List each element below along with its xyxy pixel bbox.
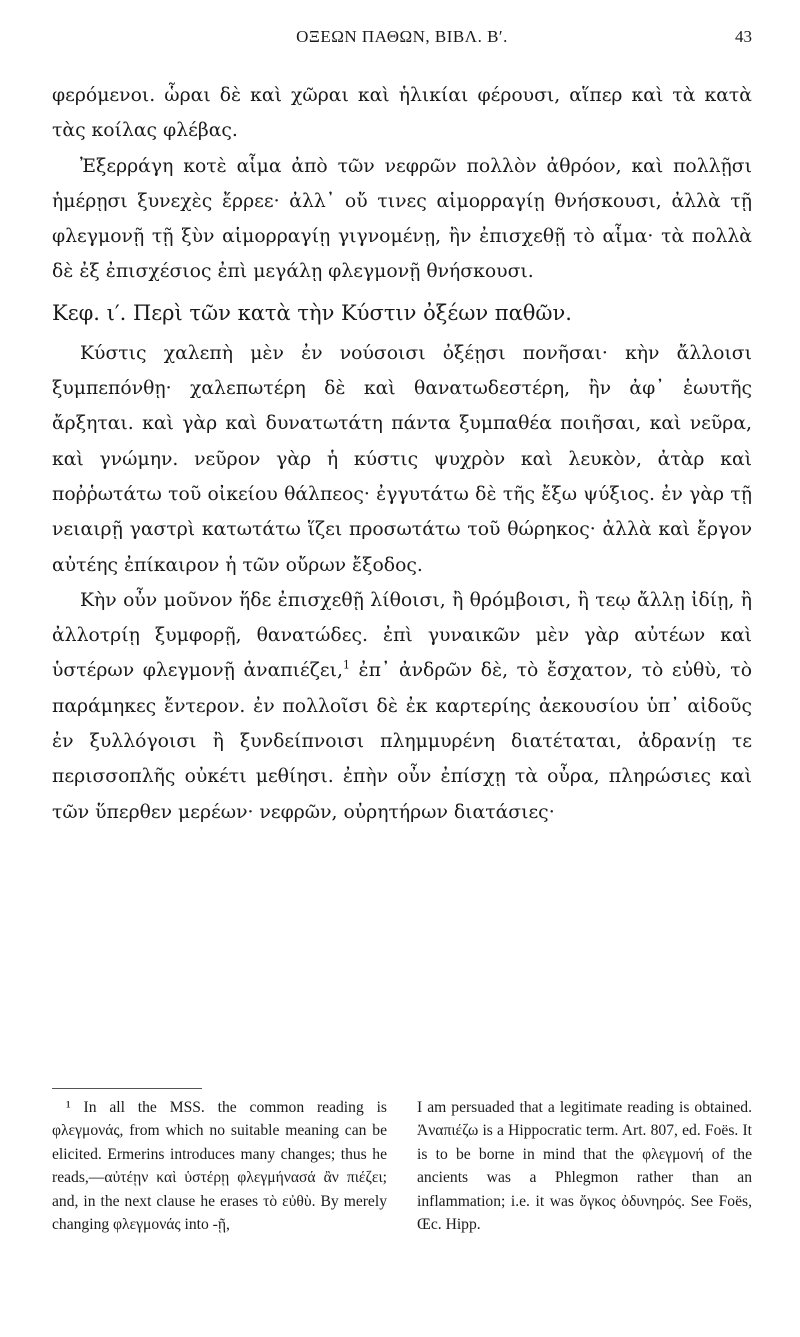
running-head: ΟΞΕΩΝ ΠΑΘΩΝ, ΒΙΒΛ. Β′. [296,27,508,46]
page-header [52,27,752,51]
chapter-heading: Κεφ. ι′. Περὶ τῶν κατὰ τὴν Κύστιν ὀξέων παθῶν. [52,300,572,325]
footnote-left-column: ¹ In all the MSS. the common reading is φλεγμονάς, from which no suitable meaning can be elicited. Ermerins introduces many changes; thus he reads,—αὐτέῃν καὶ ὑστέρῃ φλεγμήνασά ἂν πιέζει; and, in the next clause he erases τὸ εὐθὺ. By merely changing φλεγμονάς into -ῇ, [52,1099,387,1234]
paragraph: φερόμενοι. ὧραι δὲ καὶ χῶραι καὶ ἡλικίαι φέρουσι, αἵπερ καὶ τὰ κατὰ τὰς κοίλας φλέβας. [52,85,752,142]
footnote-rule [52,1088,202,1089]
footnotes [52,1096,752,1316]
footnote-right-column: I am persuaded that a legitimate reading is obtained. Ἀναπιέζω is a Hippocratic term. Art. 807, ed. Foës. It is to be borne in mind that the φλεγμονή of the ancients was a Phlegmon rather than an inflammation; i.e. it was ὄγκος ὀδυνηρός. See Foës, Œc. Hipp. [417,1099,752,1234]
book-page [52,0,752,1337]
paragraph-text: ἐπ᾽ ἀνδρῶν δὲ, τὸ ἔσχατον, τὸ εὐθὺ, τὸ παράμηκες ἔντερον. ἐν πολλοῖσι δὲ ἐκ καρτερίης ἀεκουσίου ὑπ᾽ αἰδοῦς ἐν ξυλλόγοισι ἢ ξυνδείπνοισι πλημμυρένη διατέταται, ἀδρανίῃ τε περισσοπλῆς οὐκέτι μεθίησι. ἐπὴν οὖν ἐπίσχῃ τὰ οὖρα, πληρώσιες καὶ τῶν ὕπερθεν μερέων· νεφρῶν, οὐρητήρων διατάσιες· [52,660,752,823]
footnote-marker: 1 [342,659,350,673]
page-number: 43 [735,27,752,46]
paragraph: Κύστις χαλεπὴ μὲν ἐν νούσοισι ὀξέῃσι πονῆσαι· κὴν ἄλλοισι ξυμπεπόνθῃ· χαλεπωτέρη δὲ καὶ θανατωδεστέρη, ἢν ἀφ᾽ ἑωυτῆς ἄρξηται. καὶ γὰρ καὶ δυνατωτάτη πάντα ξυμπαθέα ποιῆσαι, καὶ νεῦρα, καὶ γνώμην. νεῦρον γὰρ ἡ κύστις ψυχρὸν καὶ λευκὸν, ἀτὰρ καὶ ποῤῥωτάτω τοῦ οἰκείου θάλπεος· ἐγγυτάτω δὲ τῆς ἔξω ψύξιος. ἐν γὰρ τῇ νειαιρῇ γαστρὶ κατωτάτω ἵζει προσωτάτω τοῦ θώρηκος· ἀλλὰ καὶ ἔργον αὐτέης ἐπίκαιρον ἡ τῶν οὔρων ἔξοδος. [52,342,752,576]
body-text [52,78,752,830]
paragraph: Ἐξερράγη κοτὲ αἷμα ἀπὸ τῶν νεφρῶν πολλὸν ἀθρόον, καὶ πολλῇσι ἡμέρῃσι ξυνεχὲς ἔρρεε· ἀλλ᾽ οὔ τινες αἱμορραγίῃ θνήσκουσι, ἀλλὰ τῇ φλεγμονῇ τῇ ξὺν αἱμορραγίῃ γιγνομένῃ, ἢν ἐπισχεθῇ τὸ αἷμα· τὰ πολλὰ δὲ ἐξ ἐπισχέσιος ἐπὶ μεγάλῃ φλεγμονῇ θνήσκουσι. [52,155,752,283]
paragraph-text: Κὴν οὖν μοῦνον ἥδε ἐπισχεθῇ λίθοισι, ἢ θρόμβοισι, ἢ τεῳ ἄλλῃ ἰδίῃ, ἢ ἀλλοτρίῃ ξυμφορῇ, θανατώδες. ἐπὶ γυναικῶν μὲν γὰρ αὐτέων καὶ ὑστέρων φλεγμονῇ ἀναπιέζει, [52,589,752,682]
paragraph [52,583,752,830]
